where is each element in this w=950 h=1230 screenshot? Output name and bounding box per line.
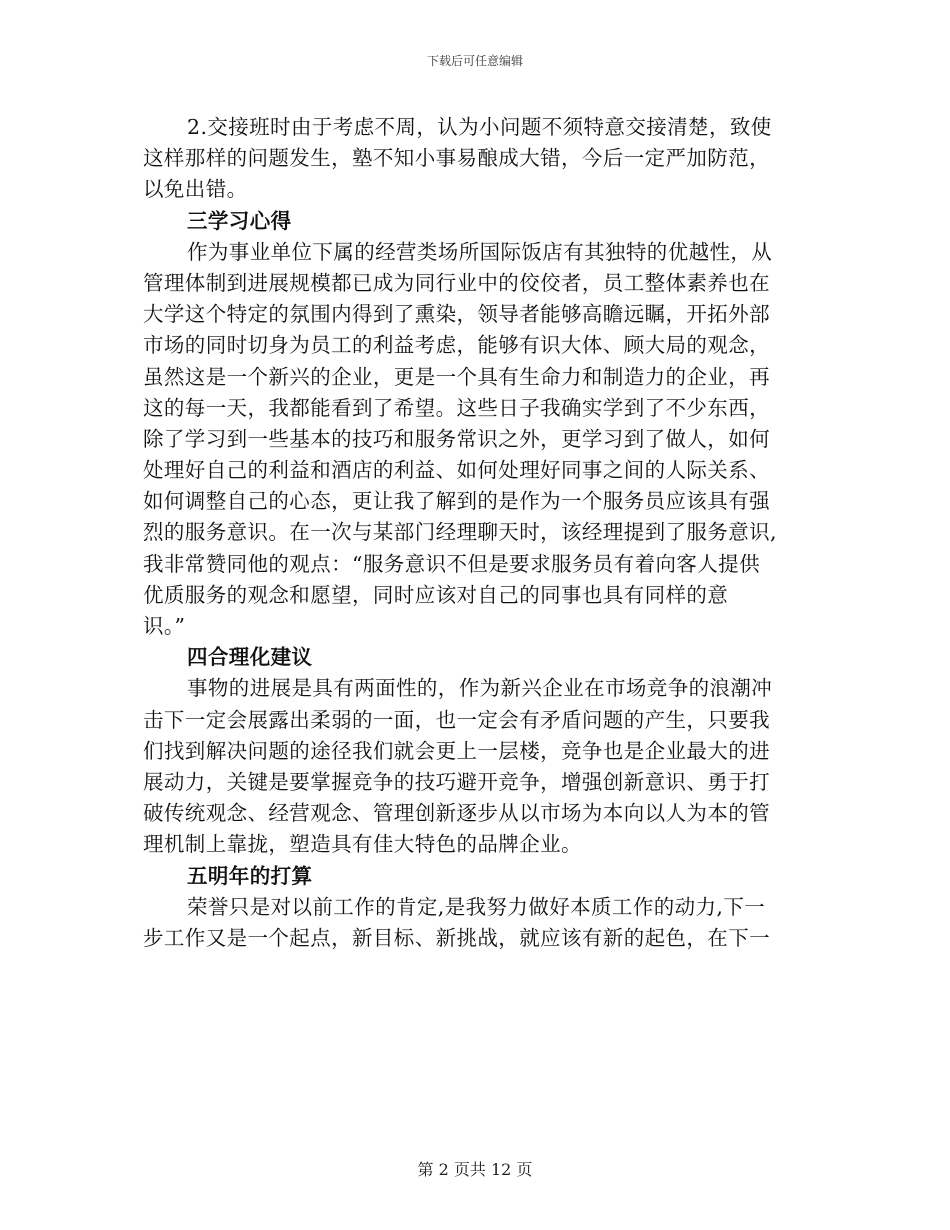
text-line: 这的每一天，我都能看到了希望。这些日子我确实学到了不少东西，	[143, 395, 770, 420]
text-line: 这样那样的问题发生，塾不知小事易酿成大错，今后一定严加防范，	[143, 146, 770, 171]
text-line: 展动力，关键是要掌握竞争的技巧避开竞争，增强创新意识、勇于打	[143, 769, 770, 794]
text-line: 除了学习到一些基本的技巧和服务常识之外，更学习到了做人，如何	[143, 426, 770, 451]
text-line: 虽然这是一个新兴的企业，更是一个具有生命力和制造力的企业，再	[143, 364, 770, 389]
text-line: 作为事业单位下属的经营类场所国际饭店有其独特的优越性，从	[187, 239, 773, 264]
text-line: 事物的进展是具有两面性的，作为新兴企业在市场竞争的浪潮冲	[187, 676, 773, 701]
page-header-note: 下载后可任意编辑	[426, 54, 523, 68]
text-line: 2.交接班时由于考虑不周，认为小问题不须特意交接清楚，致使	[187, 115, 772, 139]
text-line: 优质服务的观念和愿望，同时应该对自己的同事也具有同样的意	[143, 582, 729, 607]
text-line: 荣誉只是对以前工作的肯定,是我努力做好本质工作的动力,下一	[187, 894, 766, 919]
text-line: 我非常赞同他的观点：“服务意识不但是要求服务员有着向客人提供	[143, 551, 760, 576]
text-line: 理机制上靠拢，塑造具有佳大特色的品牌企业。	[143, 832, 582, 857]
text-line: 们找到解决问题的途径我们就会更上一层楼，竞争也是企业最大的进	[143, 738, 770, 763]
text-line: 击下一定会展露出柔弱的一面，也一定会有矛盾问题的产生，只要我	[143, 707, 770, 732]
section-heading: 三学习心得	[187, 208, 292, 233]
text-line: 管理体制到进展规模都已成为同行业中的佼佼者，员工整体素养也在	[143, 270, 770, 295]
text-line: 以免出错。	[143, 177, 248, 202]
text-line: 市场的同时切身为员工的利益考虑，能够有识大体、顾大局的观念，	[143, 333, 770, 358]
text-line: 大学这个特定的氛围内得到了熏染，领导者能够高瞻远瞩，开拓外部	[143, 302, 770, 327]
text-line: 处理好自己的利益和酒店的利益、如何处理好同事之间的人际关系、	[143, 458, 770, 483]
text-line: 识。”	[143, 614, 186, 638]
text-line: 烈的服务意识。在一次与某部门经理聊天时，该经理提到了服务意识,	[143, 520, 777, 545]
section-heading: 五明年的打算	[187, 863, 313, 888]
text-line: 步工作又是一个起点，新目标、新挑战，就应该有新的起色，在下一	[143, 925, 770, 950]
text-line: 如何调整自己的心态，更让我了解到的是作为一个服务员应该具有强	[143, 489, 770, 514]
document-body	[143, 112, 813, 954]
section-heading: 四合理化建议	[187, 645, 313, 670]
text-line: 破传统观念、经营观念、管理创新逐步从以市场为本向以人为本的管	[143, 801, 770, 826]
page-footer-number: 第 2 页共 12 页	[417, 1160, 533, 1179]
